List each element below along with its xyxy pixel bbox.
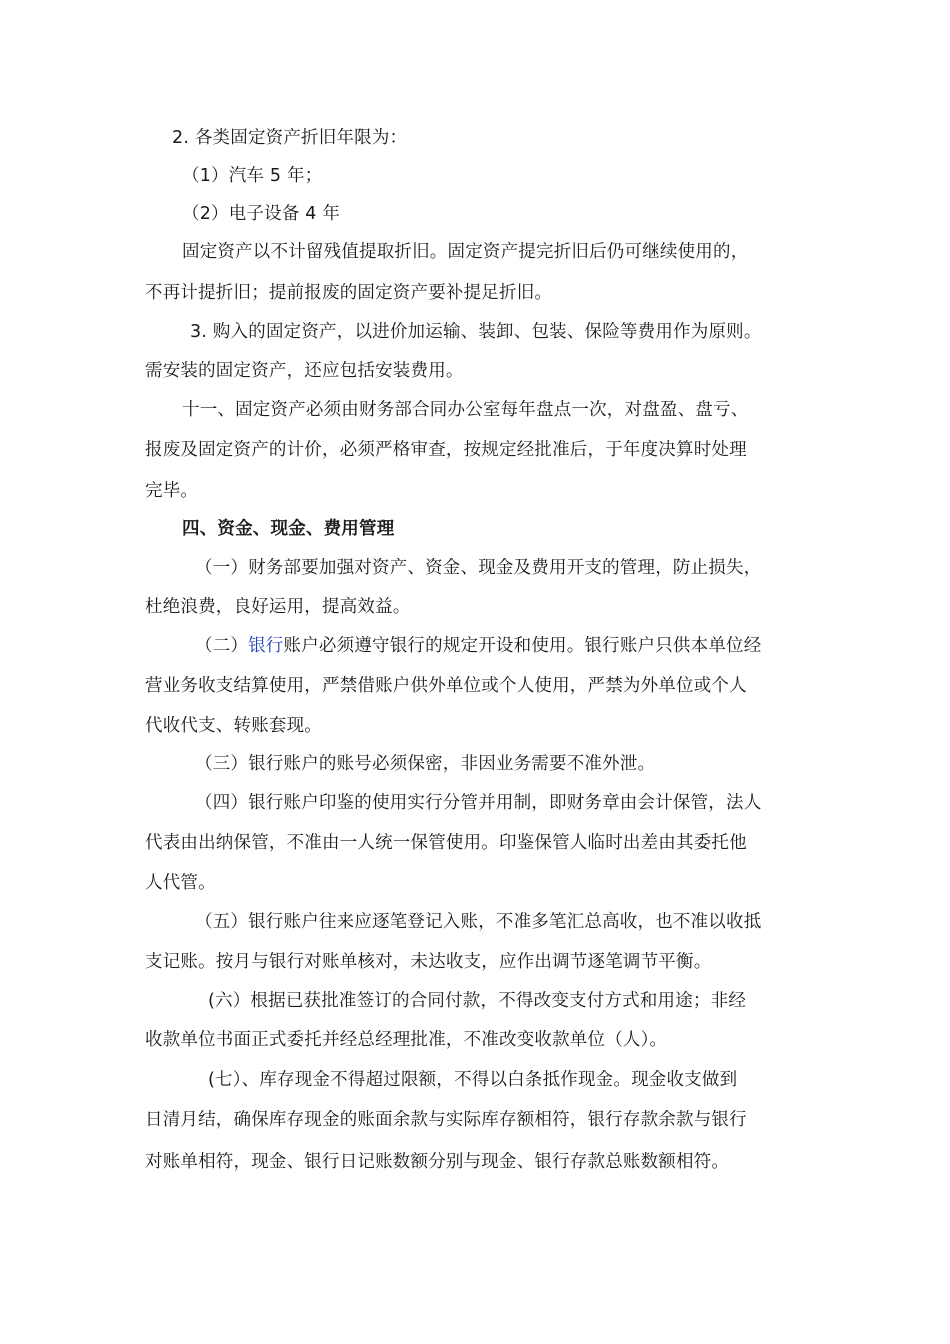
paragraph-text: 账户必须遵守银行的规定开设和使用。银行账户只供本单位经 bbox=[283, 636, 762, 656]
paragraph-prefix: （二） bbox=[195, 636, 249, 656]
paragraph-line: 营业务收支结算使用，严禁借账户供外单位或个人使用，严禁为外单位或个人 bbox=[145, 676, 747, 696]
paragraph-line: 完毕。 bbox=[145, 481, 199, 501]
paragraph-line: 收款单位书面正式委托并经总经理批准，不准改变收款单位（人）。 bbox=[145, 1030, 668, 1050]
paragraph-line: 固定资产以不计留残值提取折旧。固定资产提完折旧后仍可继续使用的， bbox=[182, 242, 749, 262]
paragraph-line: 杜绝浪费，良好运用，提高效益。 bbox=[145, 597, 411, 617]
paragraph-line: 十一、固定资产必须由财务部合同办公室每年盘点一次，对盘盈、盘亏、 bbox=[182, 400, 749, 420]
paragraph-line: （五）银行账户往来应逐笔登记入账，不准多笔汇总高收，也不准以收抵 bbox=[195, 912, 762, 932]
paragraph-line: （一）财务部要加强对资产、资金、现金及费用开支的管理，防止损失， bbox=[195, 558, 762, 578]
paragraph-line bbox=[195, 634, 761, 658]
paragraph-line: （三）银行账户的账号必须保密，非因业务需要不准外泄。 bbox=[195, 754, 656, 774]
paragraph-line: 代表由出纳保管，不准由一人统一保管使用。印鉴保管人临时出差由其委托他 bbox=[145, 833, 747, 853]
paragraph-line: 支记账。按月与银行对账单核对，未达收支，应作出调节逐笔调节平衡。 bbox=[145, 952, 712, 972]
list-item-vehicles: （1）汽车 5 年； bbox=[182, 166, 323, 186]
list-item-depreciation-years: 2. 各类固定资产折旧年限为： bbox=[172, 128, 408, 148]
paragraph-line: 不再计提折旧；提前报废的固定资产要补提足折旧。 bbox=[145, 283, 553, 303]
paragraph-line: 人代管。 bbox=[145, 873, 216, 893]
paragraph-line: (七）、库存现金不得超过限额，不得以白条抵作现金。现金收支做到 bbox=[208, 1070, 738, 1090]
bank-link[interactable]: 银行 bbox=[248, 636, 284, 656]
paragraph-line: 需安装的固定资产，还应包括安装费用。 bbox=[145, 361, 464, 381]
paragraph-line: (六）根据已获批准签订的合同付款，不得改变支付方式和用途；非经 bbox=[208, 991, 747, 1011]
paragraph-line: 日清月结，确保库存现金的账面余款与实际库存额相符，银行存款余款与银行 bbox=[145, 1110, 747, 1130]
paragraph-line: 代收代支、转账套现。 bbox=[145, 716, 322, 736]
paragraph-line: 报废及固定资产的计价，必须严格审查，按规定经批准后，于年度决算时处理 bbox=[145, 440, 747, 460]
paragraph-line: 3. 购入的固定资产，以进价加运输、装卸、包装、保险等费用作为原则。 bbox=[190, 322, 762, 342]
paragraph-line: 对账单相符，现金、银行日记账数额分别与现金、银行存款总账数额相符。 bbox=[145, 1152, 730, 1172]
paragraph-line: （四）银行账户印鉴的使用实行分管并用制，即财务章由会计保管，法人 bbox=[195, 793, 762, 813]
list-item-electronics: （2）电子设备 4 年 bbox=[182, 204, 341, 224]
section-heading: 四、资金、现金、费用管理 bbox=[182, 519, 395, 539]
